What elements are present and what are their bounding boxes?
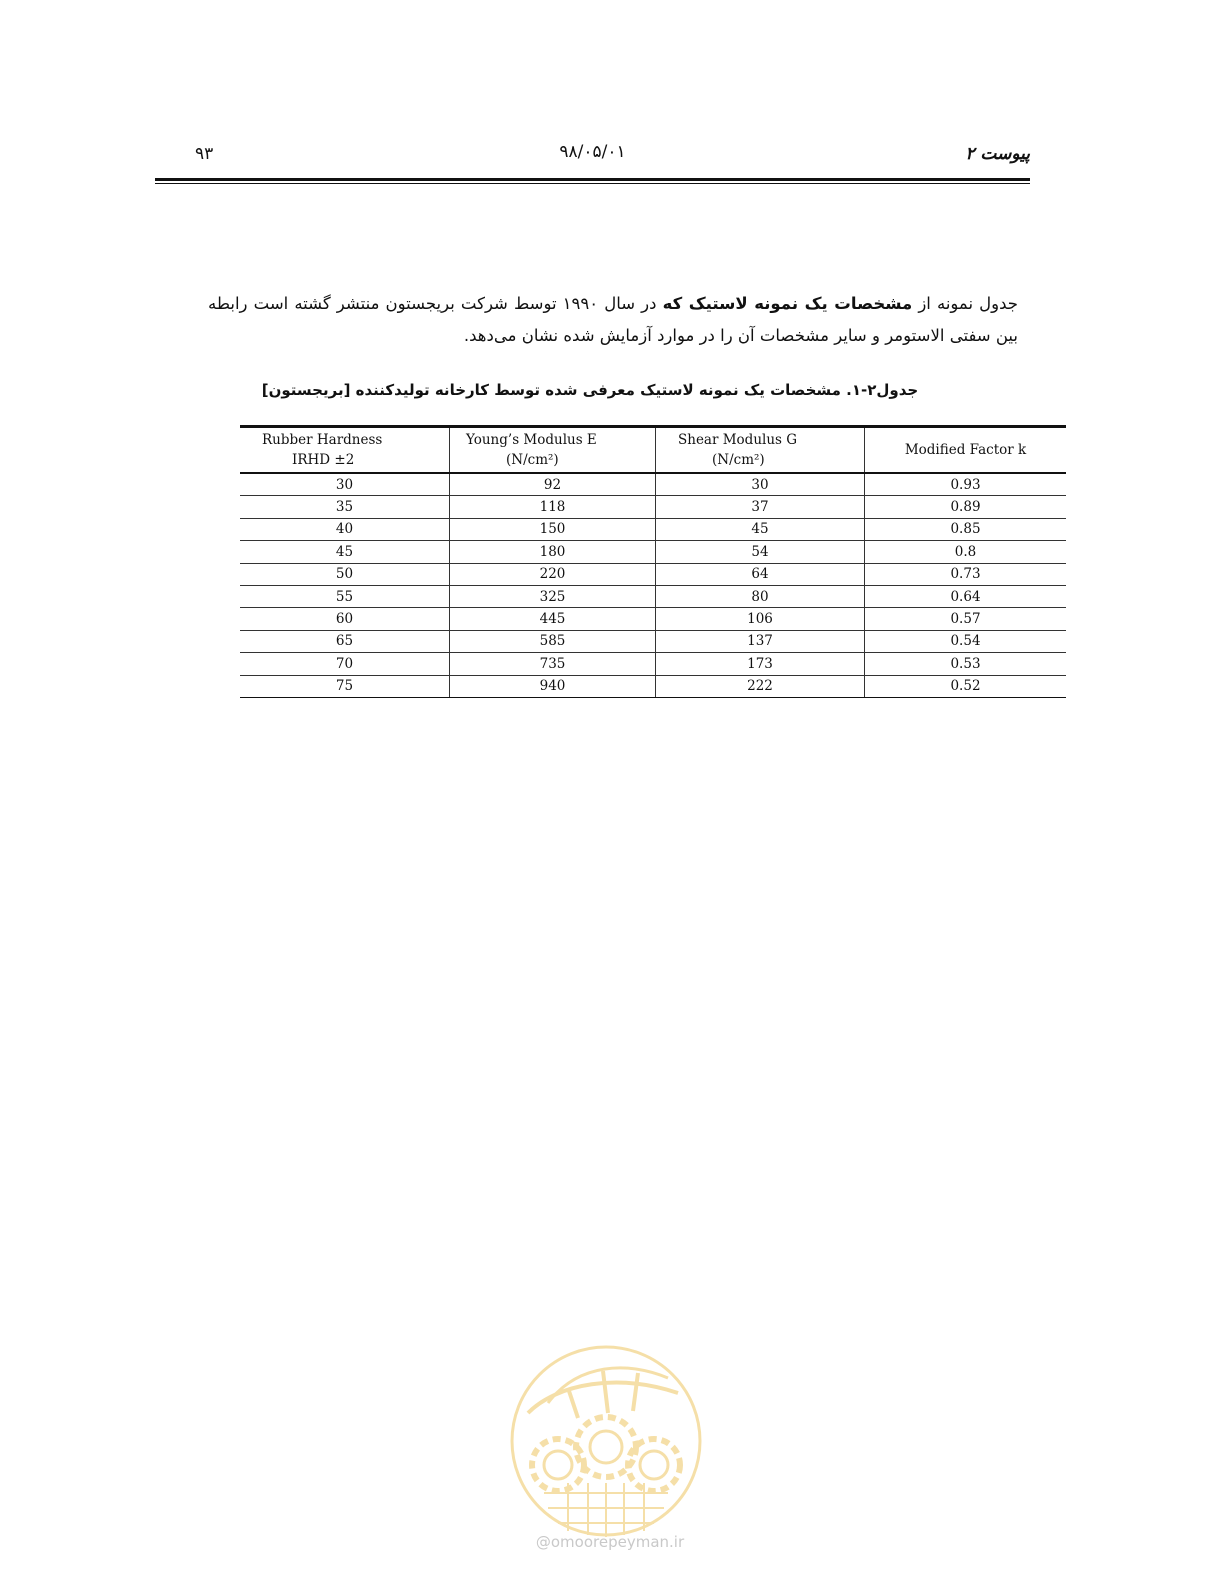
table-row bbox=[240, 630, 1066, 652]
table-cell: 65 bbox=[240, 630, 450, 652]
intro-bold-text: مشخصات یک نمونه لاستیک که bbox=[662, 294, 913, 313]
table-cell: 75 bbox=[240, 675, 450, 697]
section-title: پیوست ۲ bbox=[965, 144, 1030, 164]
table-row bbox=[240, 608, 1066, 630]
page-number: ۹۳ bbox=[195, 144, 214, 164]
column-header-modified-factor bbox=[865, 427, 1067, 474]
table-row bbox=[240, 541, 1066, 563]
column-header-hardness bbox=[240, 427, 450, 474]
column-header-line: Young’s Modulus E bbox=[466, 432, 597, 448]
watermark-site-text: @omoorepeyman.ir bbox=[535, 1533, 685, 1551]
table-cell: 0.89 bbox=[865, 496, 1067, 518]
table-cell: 0.64 bbox=[865, 585, 1067, 607]
table-caption: جدول۲-۱. مشخصات یک نمونه لاستیک معرفی شده توسط کارخانه تولیدکننده [بریجستون] bbox=[261, 381, 919, 399]
column-header-youngs-modulus bbox=[450, 427, 656, 474]
table-cell: 0.93 bbox=[865, 473, 1067, 496]
table-cell: 220 bbox=[450, 563, 656, 585]
table-row bbox=[240, 473, 1066, 496]
table-cell: 173 bbox=[656, 653, 865, 675]
table-cell: 30 bbox=[656, 473, 865, 496]
table-cell: 37 bbox=[656, 496, 865, 518]
table-cell: 30 bbox=[240, 473, 450, 496]
table-cell: 70 bbox=[240, 653, 450, 675]
table-cell: 0.8 bbox=[865, 541, 1067, 563]
rubber-properties-table bbox=[240, 425, 1066, 698]
column-header-line: Shear Modulus G bbox=[678, 432, 798, 448]
intro-paragraph bbox=[208, 288, 1018, 352]
table-cell: 55 bbox=[240, 585, 450, 607]
header-rule-thin bbox=[155, 183, 1030, 184]
table-row bbox=[240, 563, 1066, 585]
table-cell: 106 bbox=[656, 608, 865, 630]
table-cell: 180 bbox=[450, 541, 656, 563]
table-cell: 60 bbox=[240, 608, 450, 630]
header-date: ۹۸/۰۵/۰۱ bbox=[559, 142, 626, 162]
table-cell: 45 bbox=[240, 541, 450, 563]
table-row bbox=[240, 585, 1066, 607]
table-cell: 92 bbox=[450, 473, 656, 496]
table-row bbox=[240, 653, 1066, 675]
table-cell: 137 bbox=[656, 630, 865, 652]
table-row bbox=[240, 675, 1066, 697]
table-cell: 222 bbox=[656, 675, 865, 697]
table-cell: 445 bbox=[450, 608, 656, 630]
column-header-shear-modulus bbox=[656, 427, 865, 474]
table-cell: 40 bbox=[240, 518, 450, 540]
table-cell: 0.53 bbox=[865, 653, 1067, 675]
table-row bbox=[240, 518, 1066, 540]
table-cell: 940 bbox=[450, 675, 656, 697]
column-header-line: Rubber Hardness bbox=[262, 432, 383, 448]
watermark-logo bbox=[508, 1343, 704, 1539]
table-cell: 585 bbox=[450, 630, 656, 652]
column-header-line: (N/cm²) bbox=[506, 452, 559, 468]
table-header-row bbox=[240, 427, 1066, 474]
table-cell: 0.57 bbox=[865, 608, 1067, 630]
table-cell: 54 bbox=[656, 541, 865, 563]
table-cell: 150 bbox=[450, 518, 656, 540]
column-header-line: (N/cm²) bbox=[712, 452, 765, 468]
column-header-line: Modified Factor k bbox=[904, 442, 1027, 458]
table-cell: 35 bbox=[240, 496, 450, 518]
table-cell: 0.85 bbox=[865, 518, 1067, 540]
table-cell: 45 bbox=[656, 518, 865, 540]
page-header bbox=[155, 140, 1030, 184]
table-cell: 50 bbox=[240, 563, 450, 585]
table-cell: 0.52 bbox=[865, 675, 1067, 697]
column-header-line: IRHD ±2 bbox=[292, 452, 355, 468]
header-rule-thick bbox=[155, 178, 1030, 181]
table-cell: 80 bbox=[656, 585, 865, 607]
table-cell: 325 bbox=[450, 585, 656, 607]
table-cell: 735 bbox=[450, 653, 656, 675]
table-cell: 0.54 bbox=[865, 630, 1067, 652]
table-cell: 118 bbox=[450, 496, 656, 518]
intro-text-2: در سال ۱۹۹۰ توسط شرکت بریجستون منتشر گشته است رابطه بین سفتی الاستومر و سایر مشخصات آن را در موارد آزمایش شده نشان می‌دهد. bbox=[208, 294, 1018, 345]
table-cell: 0.73 bbox=[865, 563, 1067, 585]
table-row bbox=[240, 496, 1066, 518]
intro-text-1: جدول نمونه از bbox=[912, 294, 1018, 313]
table-cell: 64 bbox=[656, 563, 865, 585]
